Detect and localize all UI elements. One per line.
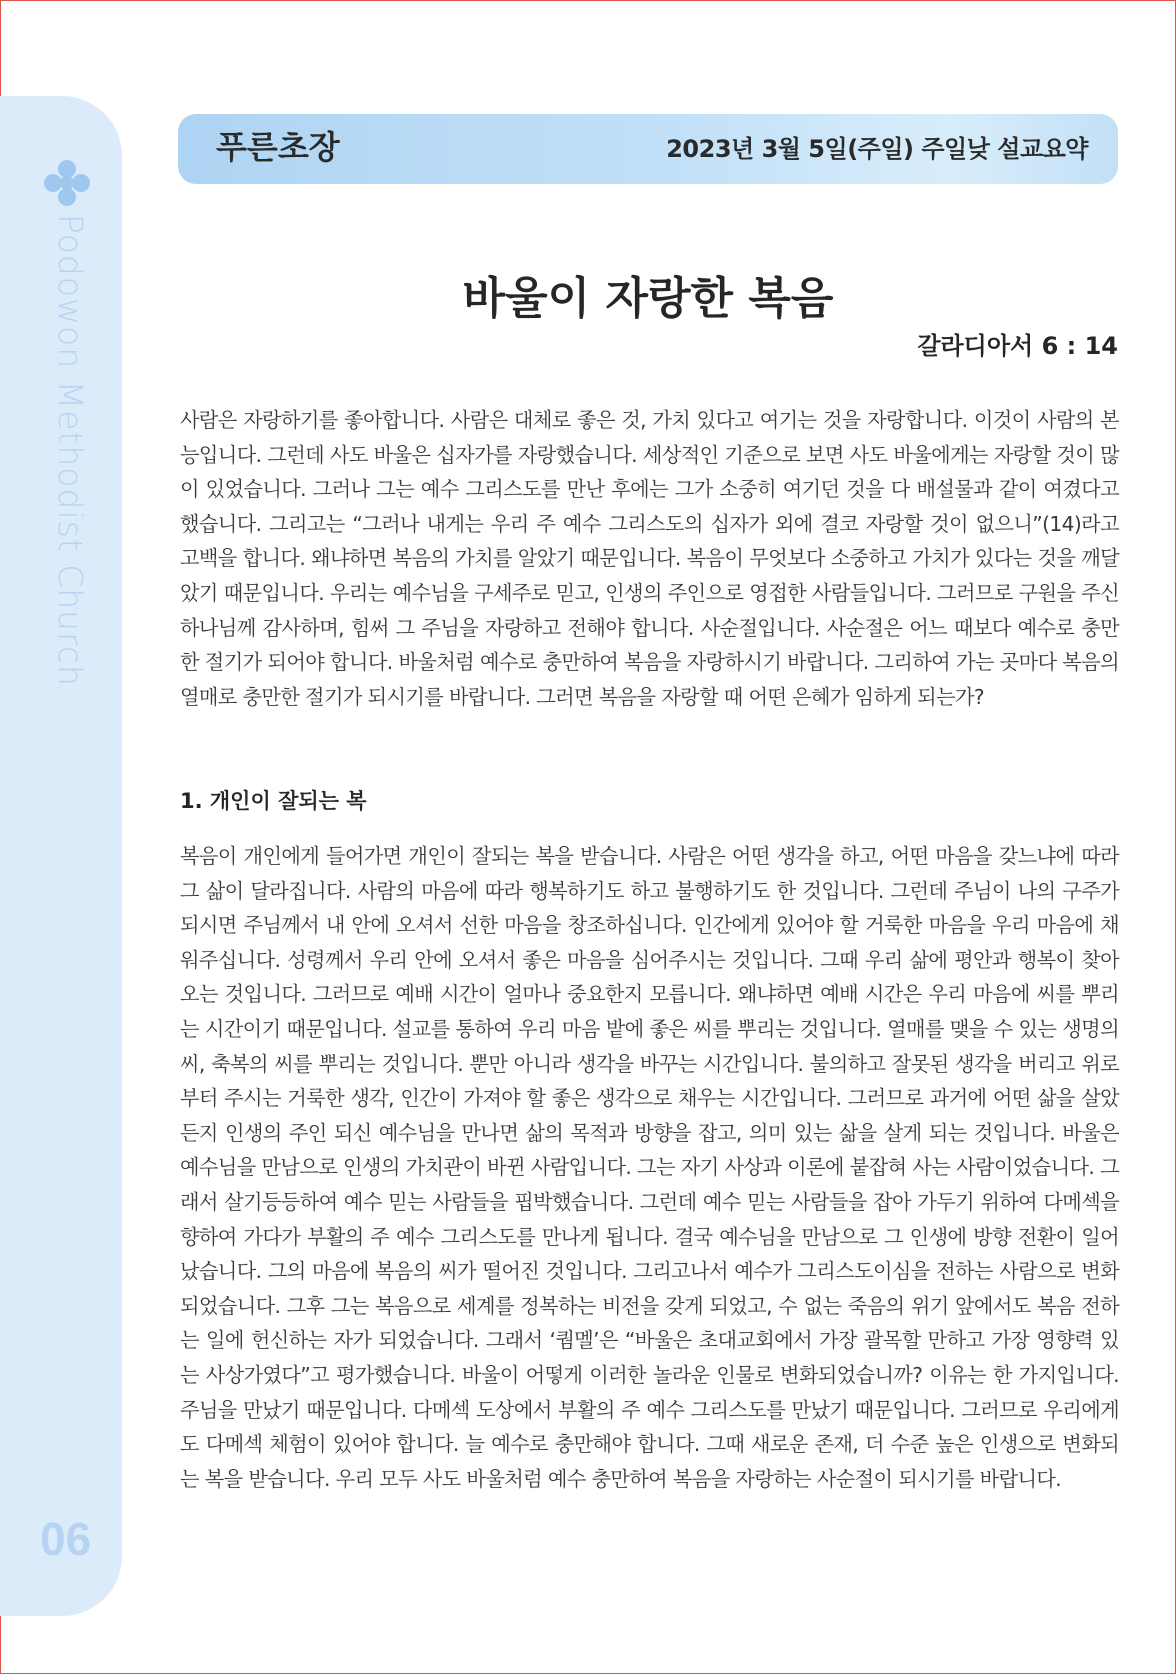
section-heading: 1. 개인이 잘되는 복 bbox=[180, 789, 367, 813]
church-name: Podowon Methodist Church bbox=[51, 214, 90, 687]
header-bar bbox=[178, 114, 1118, 184]
scripture-reference: 갈라디아서 6 : 14 bbox=[917, 332, 1118, 360]
section-paragraph: 복음이 개인에게 들어가면 개인이 잘되는 복을 받습니다. 사람은 어떤 생각을 하고, 어떤 마음을 갖느냐에 따라 그 삶이 달라집니다. 사람의 마음에 따라 행복하기도 하고 불행하기도 한 것입니다. 그런데 주님이 나의 구주가 되시면 주님께서 내 안에 오셔서 선한 마음을 창조하십니다. 인간에게 있어야 할 거룩한 마음을 우리 마음에 채워주십니다. 성령께서 우리 안에 오셔서 좋은 마음을 심어주시는 것입니다. 그때 우리 삶에 평안과 행복이 찾아오는 것입니다. 그러므로 예배 시간이 얼마나 중요한지 모릅니다. 왜냐하면 예배 시간은 우리 마음에 씨를 뿌리는 시간이기 때문입니다. 설교를 통하여 우리 마음 밭에 좋은 씨를 뿌리는 것입니다. 열매를 맺을 수 있는 생명의 씨, 축복의 씨를 뿌리는 것입니다. 뿐만 아니라 생각을 바꾸는 시간입니다. 불의하고 잘못된 생각을 버리고 위로부터 주시는 거룩한 생각, 인간이 가져야 할 좋은 생각으로 채우는 시간입니다. 그러므로 과거에 어떤 삶을 살았든지 인생의 주인 되신 예수님을 만나면 삶의 목적과 방향을 잡고, 의미 있는 삶을 살게 되는 것입니다. 바울은 예수님을 만남으로 인생의 가치관이 바뀐 사람입니다. 그는 자기 사상과 이론에 붙잡혀 사는 사람이었습니다. 그래서 살기등등하여 예수 믿는 사람들을 핍박했습니다. 그런데 예수 믿는 사람들을 잡아 가두기 위하여 다메섹을 향하여 가다가 부활의 주 예수 그리스도를 만나게 됩니다. 결국 예수님을 만남으로 그 인생에 방향 전환이 일어났습니다. 그의 마음에 복음의 씨가 떨어진 것입니다. 그리고나서 예수가 그리스도이심을 전하는 사람으로 변화되었습니다. 그후 그는 복음으로 세계를 정복하는 비전을 갖게 되었고, 수 없는 죽음의 위기 앞에서도 복음 전하는 일에 헌신하는 자가 되었습니다. 그래서 ‘퀌멜’은 “바울은 초대교회에서 가장 괄목할 만하고 가장 영향력 있는 사상가였다”고 평가했습니다. 바울이 어떻게 이러한 놀라운 인물로 변화되었습니까? 이유는 한 가지입니다. 주님을 만났기 때문입니다. 다메섹 도상에서 부활의 주 예수 그리스도를 만났기 때문입니다. 그러므로 우리에게도 다메섹 체험이 있어야 합니다. 늘 예수로 충만해야 합니다. 그때 새로운 존재, 더 수준 높은 인생으로 변화되는 복을 받습니다. 우리 모두 사도 바울처럼 예수 충만하여 복음을 자랑하는 사순절이 되시기를 바랍니다. bbox=[180, 844, 1119, 1491]
cross-flower-icon bbox=[42, 158, 92, 208]
page-number: 06 bbox=[40, 1513, 92, 1565]
date-label: 2023년 3월 5일(주일) 주일낮 설교요약 bbox=[666, 135, 1088, 163]
sermon-title: 바울이 자랑한 복음 bbox=[462, 273, 834, 324]
intro-paragraph: 사람은 자랑하기를 좋아합니다. 사람은 대체로 좋은 것, 가치 있다고 여기는 것을 자랑합니다. 이것이 사람의 본능입니다. 그런데 사도 바울은 십자가를 자랑했습니다. 세상적인 기준으로 보면 사도 바울에게는 자랑할 것이 많이 있었습니다. 그러나 그는 예수 그리스도를 만난 후에는 그가 소중히 여기던 것을 다 배설물과 같이 여겼다고 했습니다. 그리고는 “그러나 내게는 우리 주 예수 그리스도의 십자가 외에 결코 자랑할 것이 없으니”(14)라고 고백을 합니다. 왜냐하면 복음의 가치를 알았기 때문입니다. 복음이 무엇보다 소중하고 가치가 있다는 것을 깨달았기 때문입니다. 우리는 예수님을 구세주로 믿고, 인생의 주인으로 영접한 사람들입니다. 그러므로 구원을 주신 하나님께 감사하며, 힘써 그 주님을 자랑하고 전해야 합니다. 사순절입니다. 사순절은 어느 때보다 예수로 충만한 절기가 되어야 합니다. 바울처럼 예수로 충만하여 복음을 자랑하시기 바랍니다. 그리하여 가는 곳마다 복음의 열매로 충만한 절기가 되시기를 바랍니다. 그러면 복음을 자랑할 때 어떤 은혜가 임하게 되는가? bbox=[180, 408, 1119, 709]
section-title: 푸른초장 bbox=[216, 128, 340, 166]
